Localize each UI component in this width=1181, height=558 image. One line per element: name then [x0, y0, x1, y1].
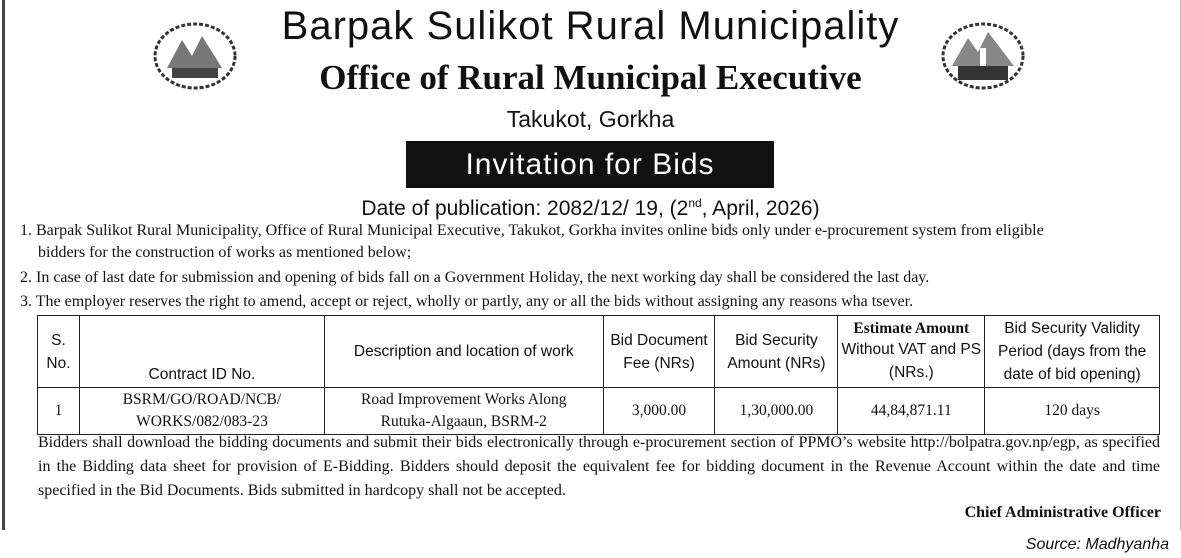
municipality-title: Barpak Sulikot Rural Municipality [281, 4, 900, 48]
cell-contract-id: BSRM/GO/ROAD/NCB/ WORKS/082/083-23 [79, 388, 324, 435]
source-credit: Source: Madhyanha [1025, 536, 1169, 553]
point-number: 3. [20, 293, 32, 310]
cell-security: 1,30,000.00 [715, 388, 838, 435]
header-estimate-bold: Estimate Amount [853, 319, 970, 337]
location: Takukot, Gorkha [506, 106, 675, 132]
date-prefix: Date of publication: 2082/12/ 19, (2 [361, 197, 689, 220]
header-estimate-sub: Without VAT and PS (NRs.) [841, 340, 982, 381]
notice-title: Invitation for Bids [406, 141, 774, 188]
cell-estimate: 44,84,871.11 [838, 388, 985, 435]
point-text: The employer reserves the right to amend, accept or reject, wholly or partly, any or all the bids without assigning any reasons wha tsever. [35, 293, 914, 310]
signatory: Chief Administrative Officer [964, 504, 1161, 521]
point-text: In case of last date for submission and opening of bids fall on a Government Holiday, the next working day shall be considered the last day. [36, 269, 930, 286]
point-text-cont: bidders for the construction of works as mentioned below; [38, 244, 412, 261]
bid-table [37, 315, 1160, 435]
date-sup: nd [688, 196, 702, 210]
publication-date [0, 196, 1181, 221]
cell-sno: 1 [38, 388, 80, 435]
cell-fee: 3,000.00 [603, 388, 715, 435]
header-contract-id: Contract ID No. [79, 316, 324, 388]
header-description: Description and location of work [324, 316, 603, 388]
cell-validity: 120 days [985, 388, 1160, 435]
point-number: 2. [20, 269, 32, 286]
office-title: Office of Rural Municipal Executive [319, 58, 862, 97]
header-sno: S. No. [38, 316, 80, 388]
point-1 [20, 220, 1160, 264]
header-security: Bid Security Amount (NRs) [715, 316, 838, 388]
cell-description: Road Improvement Works Along Rutuka-Algaaun, BSRM-2 [324, 388, 603, 435]
header-fee: Bid Document Fee (NRs) [603, 316, 715, 388]
date-suffix: , April, 2026) [701, 197, 820, 220]
table-row [38, 388, 1160, 435]
submission-instructions: Bidders shall download the bidding documents and submit their bids electronically through e-procurement section of PPMO’s website http://bolpatra.gov.np/egp, as specified in the Bidding data sheet for provision of E-Bidding. Bidders should deposit the equivalent fee for bidding document in the Revenue Account within the date and time specified in the Bid Documents. Bids submitted in hardcopy shall not be accepted. [38, 434, 1160, 499]
point-text: Barpak Sulikot Rural Municipality, Office of Rural Municipal Executive, Takukot, Gorkha invites online bids only under e-procurement system from eligible [36, 222, 1044, 239]
table-header-row [38, 316, 1160, 388]
header-validity: Bid Security Validity Period (days from the date of bid opening) [985, 316, 1160, 388]
header-estimate [838, 316, 985, 388]
point-2 [20, 267, 1160, 289]
point-3 [20, 291, 1160, 313]
point-number: 1. [20, 222, 32, 239]
